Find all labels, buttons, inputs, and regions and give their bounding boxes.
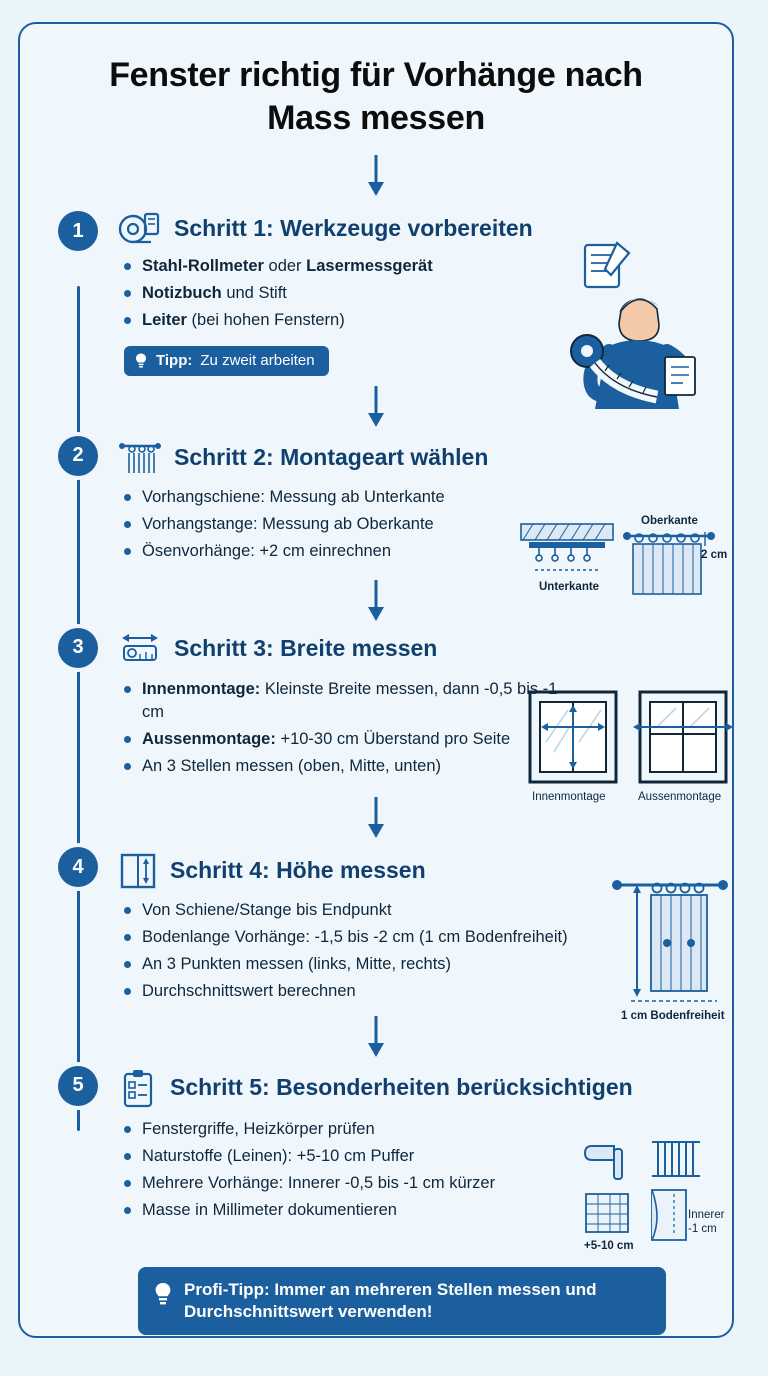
step-3-title: Schritt 3: Breite messen [174,635,438,662]
label-innerer-minus: -1 cm [688,1223,717,1235]
flow-arrow-icon [361,795,391,839]
step-4-badge: 4 [58,847,98,887]
bullet-text: und Stift [221,283,287,302]
step-2-title: Schritt 2: Montageart wählen [174,444,489,471]
list-item [124,1172,582,1196]
bullet-text: Kleinste Breite messen, dann -0,5 bis -1 cm [142,679,558,722]
bullet-text: Durchschnittswert berechnen [142,981,356,1000]
bullet-strong-2: Lasermessgerät [306,257,433,275]
bullet-strong: Aussenmontage: [142,730,276,749]
bullet-strong: Innenmontage: [142,679,261,698]
list-item [124,540,582,564]
list-item [124,255,582,279]
infographic-card [18,22,734,1338]
bullet-text: oder [263,257,307,275]
tip-badge [124,346,329,376]
label-innerer: Innerer [688,1209,725,1221]
list-item [124,1145,582,1169]
list-item [124,282,582,306]
list-item [124,1199,582,1223]
list-item [124,926,582,950]
list-item [124,1118,582,1142]
bullet-text: Vorhangschiene: Messung ab Unterkante [142,487,445,506]
list-item [124,513,582,537]
step-4-title: Schritt 4: Höhe messen [170,856,426,883]
bullet-text: Naturstoffe (Leinen): +5-10 cm Puffer [142,1146,415,1165]
flow-arrow-icon [361,1014,391,1058]
bullet-text: Masse in Millimeter dokumentieren [142,1200,397,1219]
list-item [124,899,582,923]
profi-tip-banner [138,1267,666,1335]
step-2-badge: 2 [58,436,98,476]
label-innenmontage: Innenmontage [532,791,606,803]
label-2cm: 2 cm [701,549,728,561]
tip-label: Tipp: [156,352,193,370]
list-item [124,309,582,333]
tip-text: Zu zweit arbeiten [200,352,315,370]
width-measure-icon [118,630,162,668]
lightbulb-icon [152,1281,174,1307]
height-measure-icon [118,851,158,889]
step-5-badge: 5 [58,1066,98,1106]
step-5-title: Schritt 5: Besonderheiten berücksichtigen [170,1074,633,1101]
bullet-text: Vorhangstange: Messung ab Oberkante [142,514,434,533]
flow-arrow-icon [361,153,391,197]
list-item [124,486,582,510]
bullet-text: Bodenlange Vorhänge: -1,5 bis -2 cm (1 cm Bodenfreiheit) [142,928,568,947]
list-item [124,980,582,1004]
bullet-text: +10-30 cm Überstand pro Seite [275,730,511,749]
measuring-tape-icon [118,211,162,245]
step-2-illustration [515,514,730,614]
lightbulb-icon [134,352,148,370]
bullet-text: An 3 Stellen messen (oben, Mitte, unten) [142,757,441,776]
step-5-illustration [578,1132,734,1257]
bullet-text: Mehrere Vorhänge: Innerer -0,5 bis -1 cm kürzer [142,1173,496,1192]
bullet-strong: Notizbuch [142,283,222,302]
bullet-text: An 3 Punkten messen (links, Mitte, rechts) [142,955,452,974]
bullet-text: Ösenvorhänge: +2 cm einrechnen [142,541,392,560]
label-bodenfreiheit: 1 cm Bodenfreiheit [621,1010,725,1022]
step-1-title: Schritt 1: Werkzeuge vorbereiten [174,214,533,241]
label-puffer: +5-10 cm [584,1240,634,1252]
step-3-badge: 3 [58,628,98,668]
bullet-text: (bei hohen Fenstern) [186,310,345,329]
label-aussenmontage: Aussenmontage [638,791,722,803]
step-4-illustration [595,869,734,1024]
label-oberkante: Oberkante [641,515,698,527]
profi-tip-text: Profi-Tipp: Immer an mehreren Stellen messen und Durchschnittswert verwenden! [184,1280,597,1322]
checklist-icon [118,1068,158,1108]
bullet-strong: Stahl-Rollmeter [142,257,264,275]
step-1-badge: 1 [58,211,98,251]
bullet-text: Von Schiene/Stange bis Endpunkt [142,901,392,920]
flow-arrow-icon [361,578,391,622]
step-1-illustration [525,239,725,419]
page-title: Fenster richtig für Vorhänge nach Mass messen [109,56,643,137]
flow-arrow-icon [361,384,391,428]
list-item [124,953,582,977]
bullet-strong: Leiter [142,310,187,329]
bullet-text: Fenstergriffe, Heizkörper prüfen [142,1119,375,1138]
step-3-illustration [512,682,734,822]
curtain-rail-icon [118,440,162,476]
label-unterkante: Unterkante [539,581,600,593]
